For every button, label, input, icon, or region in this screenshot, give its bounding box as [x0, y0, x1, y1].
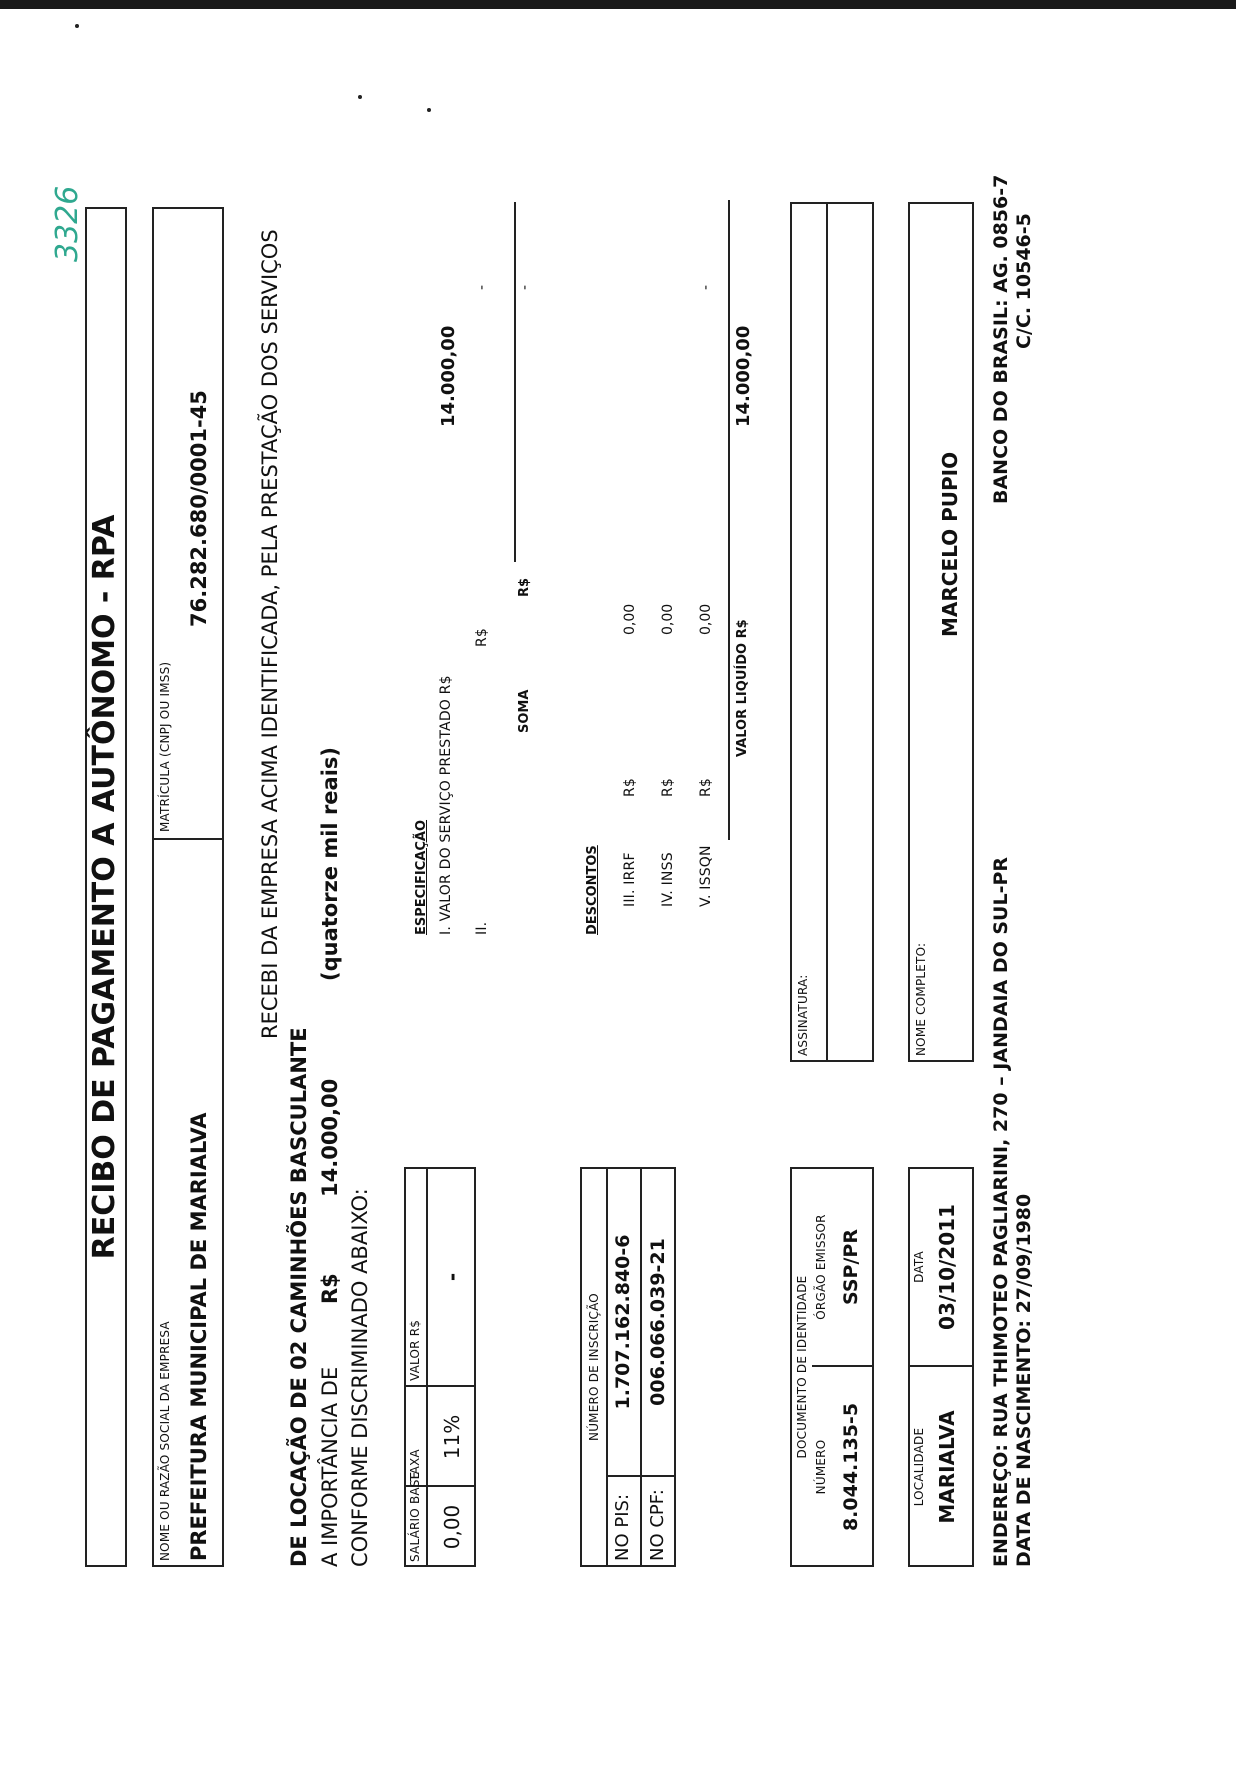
- localidade-label: LOCALIDADE: [912, 1427, 926, 1507]
- importancia-amount: 14.000,00: [318, 1078, 342, 1197]
- company-name: PREFEITURA MUNICIPAL DE MARIALVA: [187, 1112, 211, 1561]
- cpf-value: 006.066.039-21: [647, 1238, 669, 1406]
- pis-label: NO PIS:: [612, 1493, 633, 1561]
- importancia-prefix: A IMPORTÂNCIA DE: [318, 1366, 342, 1567]
- identidade-numero-value: 8.044.135-5: [840, 1402, 862, 1532]
- valor-value: -: [440, 1272, 464, 1282]
- especificacao-heading: ESPECIFICAÇÃO: [414, 819, 429, 935]
- especificacao-item-2-value: -: [474, 284, 490, 290]
- salario-base-label: SALÁRIO BASE: [408, 1471, 422, 1562]
- data-value: 03/10/2011: [935, 1204, 959, 1330]
- especificacao-item-2: II.: [474, 921, 490, 935]
- especificacao-item-1: I. VALOR DO SERVIÇO PRESTADO R$: [438, 675, 454, 935]
- importancia-currency: R$: [318, 1273, 342, 1304]
- salario-header-line: [426, 1167, 428, 1567]
- desconto-inss-currency: R$: [660, 777, 676, 797]
- identidade-orgao-label: ÓRGÃO EMISSOR: [814, 1214, 828, 1320]
- footer-conta: C/C. 10546-5: [1013, 213, 1035, 349]
- identidade-orgao-value: SSP/PR: [840, 1229, 862, 1305]
- desconto-irrf-value: 0,00: [622, 603, 638, 635]
- handwritten-number: 3326: [50, 185, 85, 262]
- inscricao-header-line: [606, 1167, 608, 1567]
- desconto-issqn-value: 0,00: [698, 603, 714, 635]
- desconto-trailing-mark: -: [698, 284, 714, 290]
- desconto-issqn-label: V. ISSQN: [698, 845, 714, 907]
- page-title: RECIBO DE PAGAMENTO A AUTÔNOMO - RPA: [87, 514, 122, 1260]
- soma-line: [514, 202, 516, 562]
- nome-completo-value: MARCELO PUPIO: [938, 451, 962, 637]
- soma-value: -: [517, 284, 533, 290]
- localidade-value: MARIALVA: [935, 1410, 959, 1524]
- assinatura-line: [826, 202, 828, 1062]
- soma-currency: R$: [517, 577, 532, 597]
- statement-line-2: DE LOCAÇÃO DE 02 CAMINHÕES BASCULANTE: [287, 1027, 311, 1567]
- liquido-label: VALOR LIQUÍDO R$: [735, 619, 750, 757]
- especificacao-item-2-currency: R$: [474, 627, 490, 647]
- data-label: DATA: [912, 1251, 926, 1283]
- salario-base-value: 0,00: [440, 1504, 464, 1550]
- statement-line-4: CONFORME DISCRIMINADO ABAIXO:: [348, 1188, 372, 1567]
- company-divider: [152, 838, 224, 840]
- desconto-irrf-label: III. IRRF: [622, 852, 638, 907]
- taxa-label: TAXA: [408, 1449, 422, 1481]
- footer-banco: BANCO DO BRASIL: AG. 0856-7: [990, 174, 1012, 504]
- inscricao-header: NÚMERO DE INSCRIÇÃO: [587, 1293, 601, 1441]
- valor-label: VALOR R$: [408, 1319, 422, 1381]
- assinatura-label: ASSINATURA:: [796, 974, 810, 1056]
- taxa-value: 11%: [440, 1414, 464, 1460]
- matricula-value: 76.282.680/0001-45: [187, 390, 211, 627]
- descontos-heading: DESCONTOS: [585, 845, 600, 935]
- inscricao-row-line: [640, 1167, 642, 1567]
- soma-label: SOMA: [517, 689, 532, 733]
- liquido-value: 14.000,00: [733, 325, 754, 427]
- desconto-inss-label: IV. INSS: [660, 852, 676, 907]
- amount-in-words: (quatorze mil reais): [318, 746, 342, 981]
- footer-endereco: ENDEREÇO: RUA THIMOTEO PAGLIARINI, 270 – JANDAIA DO SUL-PR: [990, 856, 1012, 1567]
- desconto-irrf-currency: R$: [622, 777, 638, 797]
- desconto-issqn-currency: R$: [698, 777, 714, 797]
- footer-nascimento: DATA DE NASCIMENTO: 27/09/1980: [1013, 1193, 1035, 1567]
- identidade-numero-label: NÚMERO: [814, 1439, 828, 1495]
- desconto-inss-value: 0,00: [660, 603, 676, 635]
- especificacao-item-1-value: 14.000,00: [438, 325, 459, 427]
- nome-completo-label: NOME COMPLETO:: [914, 942, 928, 1056]
- statement-line-1: RECEBI DA EMPRESA ACIMA IDENTIFICADA, PELA PRESTAÇÃO DOS SERVIÇOS: [258, 229, 282, 1039]
- identidade-header: DOCUMENTO DE IDENTIDADE: [795, 1275, 809, 1459]
- assinatura-box: [790, 202, 874, 1062]
- pis-value: 1.707.162.840-6: [612, 1234, 634, 1410]
- matricula-label: MATRÍCULA (CNPJ OU IMSS): [158, 661, 172, 832]
- company-name-label: NOME OU RAZÃO SOCIAL DA EMPRESA: [158, 1321, 172, 1561]
- liquido-line: [728, 200, 730, 840]
- cpf-label: NO CPF:: [647, 1489, 668, 1561]
